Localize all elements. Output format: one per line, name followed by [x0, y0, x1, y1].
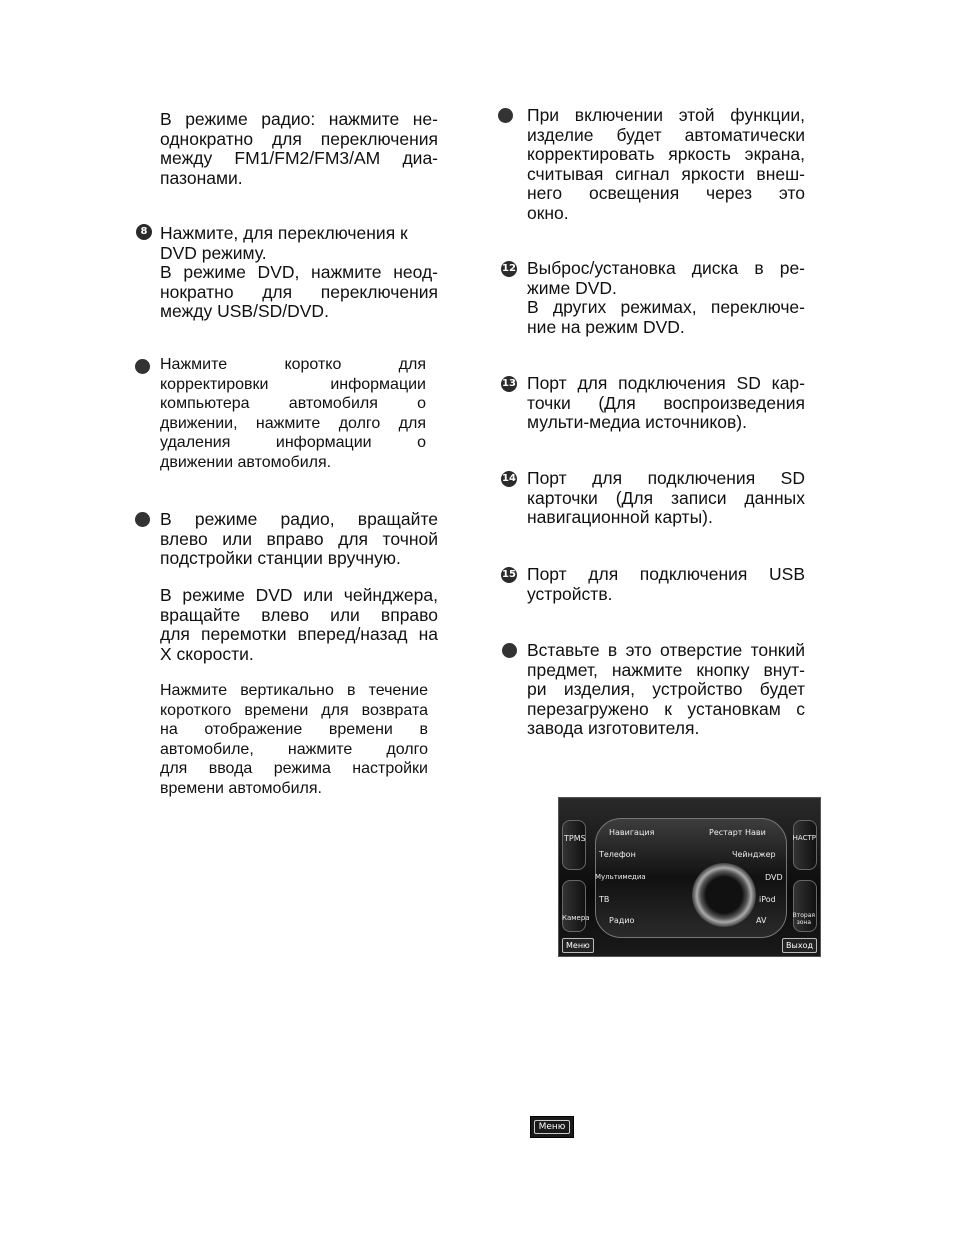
settings-label: НАСТР	[792, 834, 816, 842]
control-knob-icon[interactable]	[692, 863, 756, 927]
item-9-text: Нажмите коротко для корректировки информации компьютера автомобиля о движении, нажмите долго для удаления информации о движении автомобиля.	[160, 356, 426, 471]
tpms-tab[interactable]	[562, 820, 586, 870]
ipod-button[interactable]: iPod	[759, 895, 776, 904]
changer-button[interactable]: Чейнджер	[732, 850, 776, 859]
item-10c-text: Нажмите вертикально в течение короткого времени для возврата на отображение времени в автомобиле, нажмите долго для ввода режима настройки времени автомобиля.	[160, 682, 428, 797]
item-15-text: Порт для подключения USB устройств.	[527, 564, 805, 604]
settings-tab[interactable]	[793, 820, 817, 870]
av-button[interactable]: AV	[756, 916, 767, 925]
item-11-text: При включении этой функции, изделие будет автоматически корректировать яркость экрана, считывая сигнал яркости внеш- него освещения через это окно.	[527, 105, 805, 223]
item-14-text: Порт для подключения SD карточки (Для записи данных навигационной карты).	[527, 468, 805, 528]
item-13-text: Порт для подключения SD кар- точки (Для воспроизведения мульти-медиа источников).	[527, 373, 805, 433]
item-11-bullet-icon	[498, 108, 513, 123]
tpms-label: TPMS	[564, 834, 586, 843]
radio-band-text: В режиме радио: нажмите не- однократно для переключения между FM1/FM2/FM3/AM диа- пазонами.	[160, 109, 438, 188]
item-10-text: В режиме радио, вращайте влево или вправо для точной подстройки станции вручную.	[160, 509, 438, 569]
multimedia-button[interactable]: Мультимедиа	[595, 873, 646, 881]
camera-label: Камера	[562, 914, 590, 922]
menu-button[interactable]: Меню	[562, 938, 594, 953]
navigation-button[interactable]: Навигация	[609, 828, 655, 837]
main-menu-screenshot	[558, 797, 821, 957]
phone-button[interactable]: Телефон	[599, 850, 636, 859]
tv-button[interactable]: ТВ	[599, 895, 610, 904]
dvd-button[interactable]: DVD	[765, 873, 783, 882]
item-12-number-icon: 12	[501, 261, 517, 277]
item-8-number-icon: 8	[136, 224, 152, 240]
item-14-number-icon: 14	[501, 471, 517, 487]
item-10b-text: В режиме DVD или чейнджера, вращайте влево или вправо для перемотки вперед/назад на X скорости.	[160, 585, 438, 664]
restart-navi-button[interactable]: Рестарт Нави	[709, 828, 766, 837]
item-15-number-icon: 15	[501, 567, 517, 583]
menu-icon-label: Меню	[534, 1120, 570, 1134]
item-10-bullet-icon	[135, 512, 150, 527]
item-12-text: Выброс/установка диска в ре- жиме DVD. В других режимах, переключе- ние на режим DVD.	[527, 258, 805, 337]
second-zone-label: Вторая зона	[792, 912, 815, 926]
exit-button[interactable]: Выход	[782, 938, 817, 953]
item-16-bullet-icon	[502, 643, 517, 658]
item-8-text: Нажмите, для переключения к DVD режиму. В режиме DVD, нажмите неод- нократно для переключения между USB/SD/DVD.	[160, 223, 438, 322]
item-9-bullet-icon	[135, 359, 150, 374]
camera-tab[interactable]	[562, 880, 586, 932]
menu-icon	[530, 1116, 574, 1138]
radio-button[interactable]: Радио	[609, 916, 635, 925]
item-13-number-icon: 13	[501, 376, 517, 392]
item-16-text: Вставьте в это отверстие тонкий предмет, нажмите кнопку внут- ри изделия, устройство будет перезагружено к установкам с завода изготовителя.	[527, 640, 805, 739]
